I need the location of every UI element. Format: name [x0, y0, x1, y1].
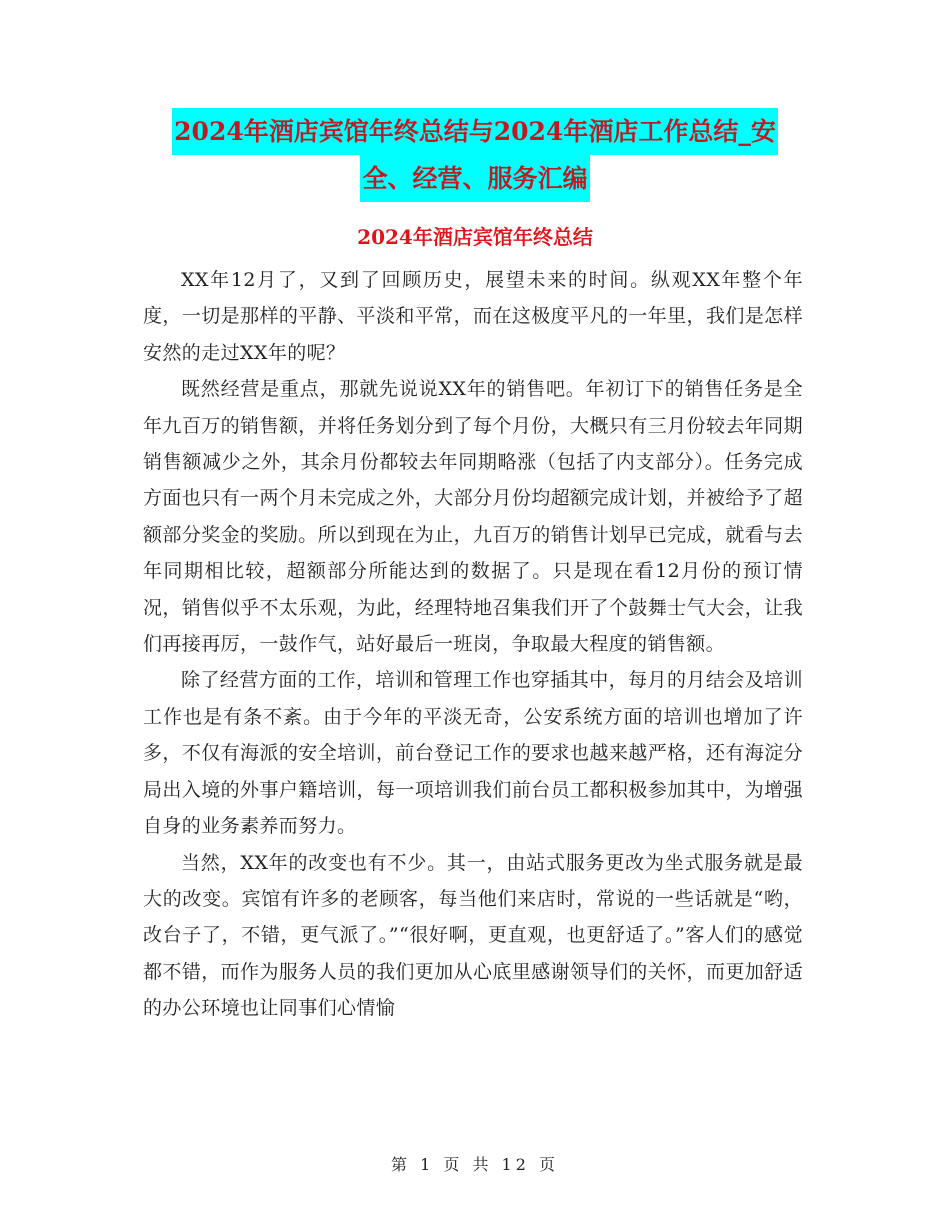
- paragraph-2: 既然经营是重点，那就先说说XX年的销售吧。年初订下的销售任务是全年九百万的销售额，并将任务划分到了每个月份，大概只有三月份较去年同期销售额减少之外，其余月份都较去年同期略涨（包括了内支部分）。任务完成方面也只有一两个月未完成之外，大部分月份均超额完成计划，并被给予了超额部分奖金的奖励。所以到现在为止，九百万的销售计划早已完成，就看与去年同期相比较，超额部分所能达到的数据了。只是现在看12月份的预订情况，销售似乎不太乐观，为此，经理特地召集我们开了个鼓舞士气大会，让我们再接再厉，一鼓作气，站好最后一班岗，争取最大程度的销售额。: [143, 378, 803, 656]
- page-number-footer: 第 1 页 共 12 页: [391, 1155, 559, 1174]
- document-body: [143, 262, 803, 1027]
- paragraph-4: 当然，XX年的改变也有不少。其一，由站式服务更改为坐式服务就是最大的改变。宾馆有许多的老顾客，每当他们来店时，常说的一些话就是“哟，改台子了，不错，更气派了。”“很好啊，更直观，也更舒适了。”客人们的感觉都不错，而作为服务人员的我们更加从心底里感谢领导们的关怀，而更加舒适的办公环境也让同事们心情愉: [143, 851, 803, 1020]
- section-title: 2024年酒店宾馆年终总结: [357, 225, 593, 249]
- document-title-line-2: 全、经营、服务汇编: [360, 155, 589, 202]
- document-title-line-1: 2024年酒店宾馆年终总结与2024年酒店工作总结_安: [172, 108, 778, 155]
- paragraph-3: 除了经营方面的工作，培训和管理工作也穿插其中，每月的月结会及培训工作也是有条不紊。由于今年的平淡无奇，公安系统方面的培训也增加了许多，不仅有海派的安全培训，前台登记工作的要求也越来越严格，还有海淀分局出入境的外事户籍培训，每一项培训我们前台员工都积极参加其中，为增强自身的业务素养而努力。: [143, 669, 803, 838]
- document-title: [0, 108, 950, 202]
- paragraph-1: XX年12月了，又到了回顾历史，展望未来的时间。纵观XX年整个年度，一切是那样的平静、平淡和平常，而在这极度平凡的一年里，我们是怎样安然的走过XX年的呢？: [143, 269, 803, 364]
